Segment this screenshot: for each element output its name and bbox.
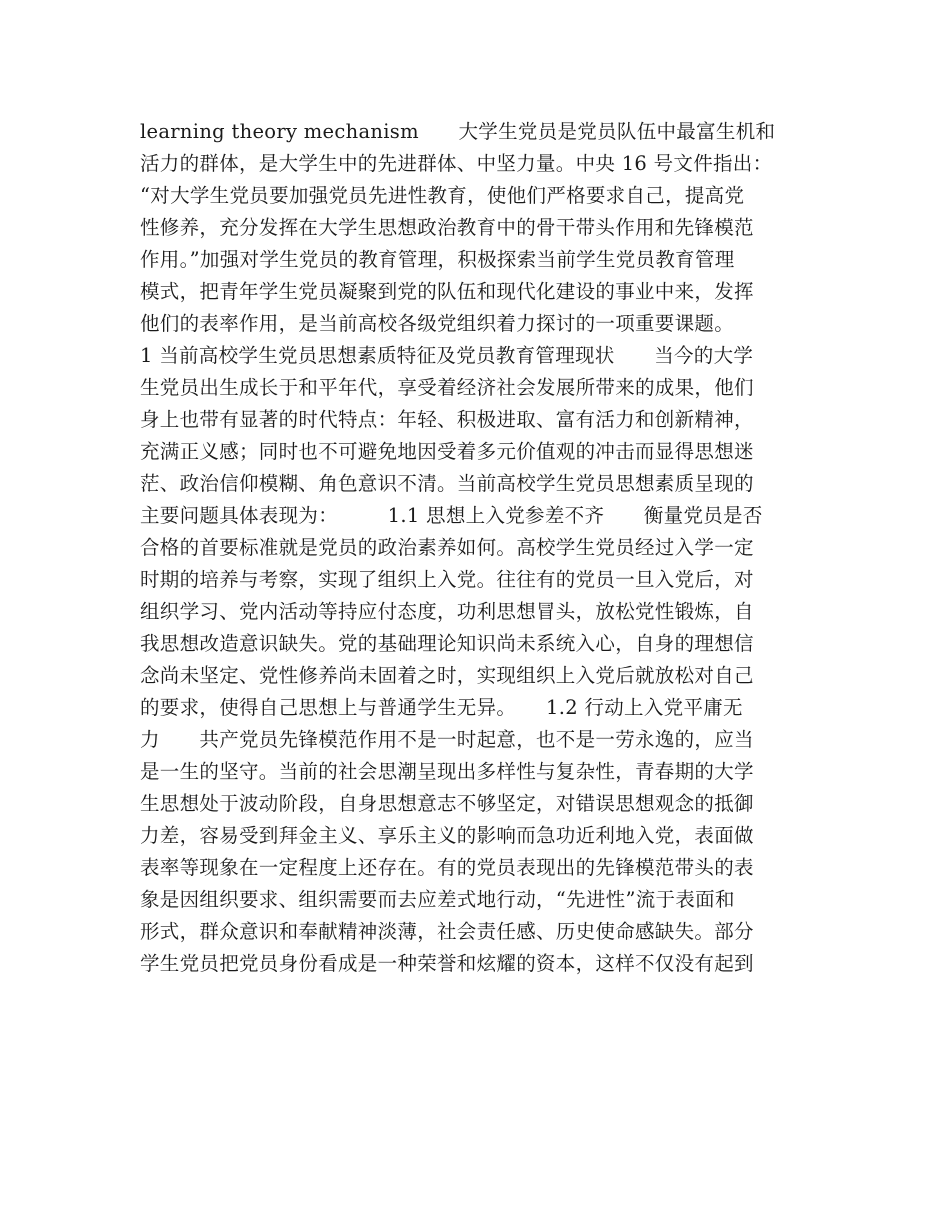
text-line: 茫、政治信仰模糊、角色意识不清。当前高校学生党员思想素质呈现的 [140, 472, 754, 495]
text-line: 生思想处于波动阶段，自身思想意志不够坚定，对错误思想观念的抵御 [140, 792, 754, 815]
text-line: 时期的培养与考察，实现了组织上入党。往往有的党员一旦入党后，对 [140, 568, 754, 591]
text-line: 身上也带有显著的时代特点：年轻、积极进取、富有活力和创新精神， [140, 408, 754, 431]
text-line: 力 共产党员先锋模范作用不是一时起意，也不是一劳永逸的，应当 [140, 728, 754, 751]
text-line: 活力的群体，是大学生中的先进群体、中坚力量。中央 16 号文件指出： [140, 152, 773, 175]
text-line: 模式，把青年学生党员凝聚到党的队伍和现代化建设的事业中来，发挥 [140, 280, 754, 303]
text-line: 学生党员把党员身份看成是一种荣誉和炫耀的资本，这样不仅没有起到 [140, 952, 754, 975]
text-line: 念尚未坚定、党性修养尚未固着之时，实现组织上入党后就放松对自己 [140, 664, 754, 687]
text-line: 的要求，使得自己思想上与普通学生无异。 1.2 行动上入党平庸无 [140, 696, 743, 719]
text-line: 作用。”加强对学生党员的教育管理，积极探索当前学生党员教育管理 [140, 248, 735, 271]
text-line: 充满正义感；同时也不可避免地因受着多元价值观的冲击而显得思想迷 [140, 440, 754, 463]
text-line: 形式，群众意识和奉献精神淡薄，社会责任感、历史使命感缺失。部分 [140, 920, 754, 943]
text-line: 合格的首要标准就是党员的政治素养如何。高校学生党员经过入学一定 [140, 536, 754, 559]
text-line: 是一生的坚守。当前的社会思潮呈现出多样性与复杂性，青春期的大学 [140, 760, 754, 783]
text-line: 我思想改造意识缺失。党的基础理论知识尚未系统入心，自身的理想信 [140, 632, 754, 655]
text-line: 1 当前高校学生党员思想素质特征及党员教育管理现状 当今的大学 [140, 344, 754, 367]
text-line: 生党员出生成长于和平年代，享受着经济社会发展所带来的成果，他们 [140, 376, 754, 399]
text-line: 组织学习、党内活动等持应付态度，功利思想冒头，放松党性锻炼，自 [140, 600, 754, 623]
document-page [140, 116, 820, 980]
text-line: 主要问题具体表现为： 1.1 思想上入党参差不齐 衡量党员是否 [140, 504, 763, 527]
text-line: 象是因组织要求、组织需要而去应差式地行动，“先进性”流于表面和 [140, 888, 735, 911]
text-line: 力差，容易受到拜金主义、享乐主义的影响而急功近利地入党，表面做 [140, 824, 754, 847]
text-line: learning theory mechanism 大学生党员是党员队伍中最富生机和 [140, 120, 776, 143]
text-line: 性修养，充分发挥在大学生思想政治教育中的骨干带头作用和先锋模范 [140, 216, 754, 239]
text-line: 表率等现象在一定程度上还存在。有的党员表现出的先锋模范带头的表 [140, 856, 754, 879]
text-line: “对大学生党员要加强党员先进性教育，使他们严格要求自己，提高党 [140, 184, 745, 207]
text-line: 他们的表率作用，是当前高校各级党组织着力探讨的一项重要课题。 [140, 312, 735, 335]
